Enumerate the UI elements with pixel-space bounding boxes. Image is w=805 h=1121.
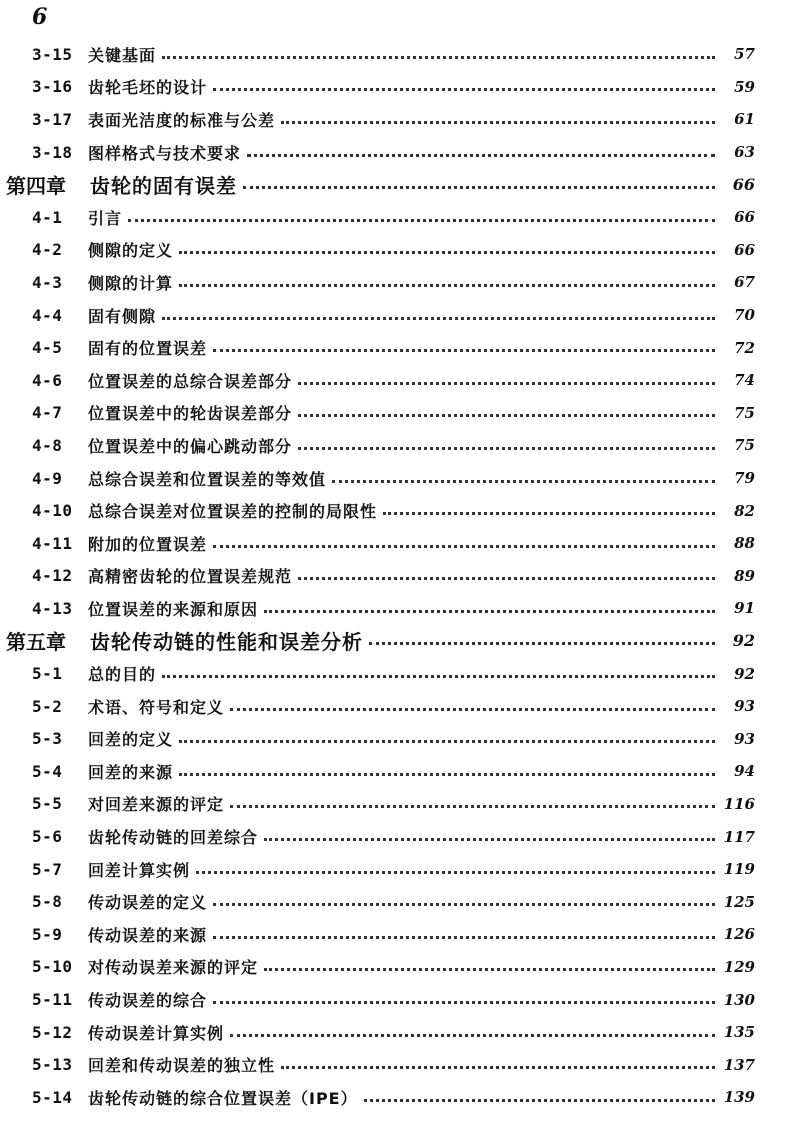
section-number: 5-9 — [32, 924, 63, 944]
dot-leader — [298, 414, 715, 417]
toc-entry-5-6 — [0, 820, 805, 853]
page-ref: 57 — [734, 45, 755, 64]
dot-leader — [179, 284, 715, 287]
toc-entry-5-8 — [0, 885, 805, 918]
toc-entry-5-11 — [0, 983, 805, 1016]
dot-leader — [298, 382, 715, 385]
page-ref: 66 — [734, 208, 755, 227]
section-title: 总的目的 — [88, 665, 157, 685]
section-title: 齿轮传动链的回差综合 — [88, 828, 259, 848]
dot-leader — [264, 610, 715, 613]
toc-entry-4-4 — [0, 299, 805, 332]
dot-leader — [243, 186, 715, 189]
toc-entry-5-5 — [0, 788, 805, 821]
toc-chapter-5 — [0, 625, 805, 658]
page-ref: 79 — [734, 469, 755, 488]
toc-entry-4-1 — [0, 201, 805, 234]
section-number: 4-3 — [32, 272, 63, 292]
page-ref: 135 — [723, 1023, 755, 1042]
dot-leader — [179, 740, 715, 743]
toc-entry-4-8 — [0, 429, 805, 462]
dot-leader — [213, 936, 715, 939]
toc-entry-5-4 — [0, 755, 805, 788]
section-number: 5-13 — [32, 1055, 73, 1075]
section-number: 4-5 — [32, 338, 63, 358]
section-title: 传动误差的综合 — [88, 991, 208, 1011]
section-title: 传动误差的定义 — [88, 893, 208, 913]
section-title: 引言 — [88, 208, 123, 228]
section-number: 3-18 — [32, 142, 73, 162]
dot-leader — [364, 1099, 715, 1102]
section-number: 5-3 — [32, 729, 63, 749]
dot-leader — [179, 251, 715, 254]
section-title: 位置误差的总综合误差部分 — [88, 371, 293, 391]
toc-entry-5-2 — [0, 690, 805, 723]
page-ref: 66 — [732, 175, 755, 195]
dot-leader — [230, 708, 715, 711]
section-title: 齿轮传动链的综合位置误差（IPE） — [88, 1088, 358, 1108]
section-number: 5-1 — [32, 664, 63, 684]
section-number: 5-7 — [32, 859, 63, 879]
dot-leader — [383, 512, 715, 515]
section-title: 侧隙的定义 — [88, 241, 174, 261]
page-number: 6 — [32, 4, 48, 30]
dot-leader — [128, 219, 715, 222]
page-ref: 116 — [723, 794, 755, 813]
dot-leader — [264, 838, 715, 841]
page-ref: 70 — [734, 306, 755, 325]
page-ref: 117 — [723, 827, 755, 846]
toc-entry-3-16 — [0, 71, 805, 104]
chapter-title: 齿轮传动链的性能和误差分析 — [90, 630, 363, 655]
page-ref: 75 — [734, 436, 755, 455]
page-ref: 72 — [734, 338, 755, 357]
section-title: 固有的位置误差 — [88, 339, 208, 359]
dot-leader — [332, 480, 715, 483]
page-ref: 92 — [732, 631, 755, 651]
dot-leader — [230, 1034, 715, 1037]
section-number: 4-4 — [32, 305, 63, 325]
section-number: 5-11 — [32, 990, 73, 1010]
toc-entry-4-7 — [0, 397, 805, 430]
page-ref: 139 — [723, 1088, 755, 1107]
toc-entry-4-2 — [0, 234, 805, 267]
toc-entry-4-3 — [0, 266, 805, 299]
toc-entry-5-10 — [0, 951, 805, 984]
toc-entry-4-11 — [0, 527, 805, 560]
page-ref: 61 — [734, 110, 755, 129]
dot-leader — [162, 56, 715, 59]
toc-entry-5-12 — [0, 1016, 805, 1049]
page-ref: 91 — [734, 599, 755, 618]
dot-leader — [213, 903, 715, 906]
toc-entry-5-7 — [0, 853, 805, 886]
page-ref: 93 — [734, 729, 755, 748]
page-ref: 88 — [734, 534, 755, 553]
dot-leader — [298, 447, 715, 450]
toc-entry-5-14 — [0, 1081, 805, 1114]
page-ref: 129 — [723, 957, 755, 976]
section-number: 4-7 — [32, 403, 63, 423]
section-number: 4-12 — [32, 566, 73, 586]
page-ref: 66 — [734, 240, 755, 259]
section-title: 位置误差中的偏心跳动部分 — [88, 436, 293, 456]
dot-leader — [281, 1066, 715, 1069]
toc-entry-4-6 — [0, 364, 805, 397]
section-number: 4-6 — [32, 370, 63, 390]
section-number: 3-15 — [32, 44, 73, 64]
chapter-number: 第五章 — [6, 630, 66, 655]
page-ref: 82 — [734, 501, 755, 520]
section-title: 术语、符号和定义 — [88, 697, 225, 717]
dot-leader — [247, 154, 715, 157]
page-ref: 137 — [723, 1055, 755, 1074]
section-title: 表面光洁度的标准与公差 — [88, 110, 276, 130]
toc-entry-3-17 — [0, 103, 805, 136]
section-title: 回差的定义 — [88, 730, 174, 750]
toc-entry-4-12 — [0, 560, 805, 593]
section-number: 4-13 — [32, 598, 73, 618]
toc-entry-4-10 — [0, 494, 805, 527]
toc-entry-4-9 — [0, 462, 805, 495]
page-ref: 94 — [734, 762, 755, 781]
toc-entry-4-13 — [0, 592, 805, 625]
page-ref: 126 — [723, 925, 755, 944]
toc-entry-4-5 — [0, 331, 805, 364]
section-number: 4-11 — [32, 533, 73, 553]
section-number: 5-10 — [32, 957, 73, 977]
page-ref: 59 — [734, 77, 755, 96]
table-of-contents — [0, 38, 805, 1114]
section-number: 5-14 — [32, 1087, 73, 1107]
toc-entry-5-13 — [0, 1048, 805, 1081]
page-ref: 92 — [734, 664, 755, 683]
dot-leader — [369, 642, 715, 645]
dot-leader — [213, 349, 715, 352]
section-title: 总综合误差和位置误差的等效值 — [88, 469, 327, 489]
section-number: 5-6 — [32, 827, 63, 847]
page-ref: 89 — [734, 566, 755, 585]
section-number: 5-4 — [32, 761, 63, 781]
section-title: 位置误差的来源和原因 — [88, 599, 259, 619]
section-number: 5-2 — [32, 696, 63, 716]
section-number: 4-9 — [32, 468, 63, 488]
dot-leader — [298, 577, 715, 580]
section-number: 4-2 — [32, 240, 63, 260]
section-number: 5-8 — [32, 892, 63, 912]
toc-entry-5-1 — [0, 657, 805, 690]
page-ref: 119 — [723, 860, 755, 879]
dot-leader — [281, 121, 715, 124]
section-title: 固有侧隙 — [88, 306, 157, 326]
section-title: 高精密齿轮的位置误差规范 — [88, 567, 293, 587]
section-title: 总综合误差对位置误差的控制的局限性 — [88, 502, 378, 522]
section-title: 回差的来源 — [88, 762, 174, 782]
section-title: 回差和传动误差的独立性 — [88, 1056, 276, 1076]
page-ref: 63 — [734, 143, 755, 162]
toc-entry-5-9 — [0, 918, 805, 951]
dot-leader — [264, 968, 715, 971]
section-number: 5-12 — [32, 1022, 73, 1042]
dot-leader — [213, 88, 715, 91]
chapter-title: 齿轮的固有误差 — [90, 174, 237, 199]
page-ref: 67 — [734, 273, 755, 292]
dot-leader — [213, 1001, 715, 1004]
dot-leader — [213, 545, 715, 548]
toc-entry-5-3 — [0, 722, 805, 755]
toc-entry-3-15 — [0, 38, 805, 71]
chapter-number: 第四章 — [6, 174, 66, 199]
section-title: 对回差来源的评定 — [88, 795, 225, 815]
section-title: 位置误差中的轮齿误差部分 — [88, 404, 293, 424]
section-number: 3-17 — [32, 109, 73, 129]
dot-leader — [179, 773, 715, 776]
dot-leader — [230, 805, 715, 808]
section-title: 对传动误差来源的评定 — [88, 958, 259, 978]
dot-leader — [196, 871, 715, 874]
section-number: 4-8 — [32, 435, 63, 455]
dot-leader — [162, 317, 715, 320]
section-number: 5-5 — [32, 794, 63, 814]
section-title: 关键基面 — [88, 45, 157, 65]
section-title: 侧隙的计算 — [88, 273, 174, 293]
page-ref: 74 — [734, 371, 755, 390]
toc-entry-3-18 — [0, 136, 805, 169]
section-title: 传动误差的来源 — [88, 925, 208, 945]
page-ref: 75 — [734, 403, 755, 422]
section-number: 4-1 — [32, 207, 63, 227]
section-title: 传动误差计算实例 — [88, 1023, 225, 1043]
page-ref: 125 — [723, 892, 755, 911]
section-number: 3-16 — [32, 77, 73, 97]
dot-leader — [162, 675, 715, 678]
page-ref: 130 — [723, 990, 755, 1009]
page-ref: 93 — [734, 697, 755, 716]
toc-chapter-4 — [0, 168, 805, 201]
section-title: 附加的位置误差 — [88, 534, 208, 554]
section-title: 回差计算实例 — [88, 860, 191, 880]
section-title: 齿轮毛坯的设计 — [88, 78, 208, 98]
section-number: 4-10 — [32, 501, 73, 521]
section-title: 图样格式与技术要求 — [88, 143, 242, 163]
